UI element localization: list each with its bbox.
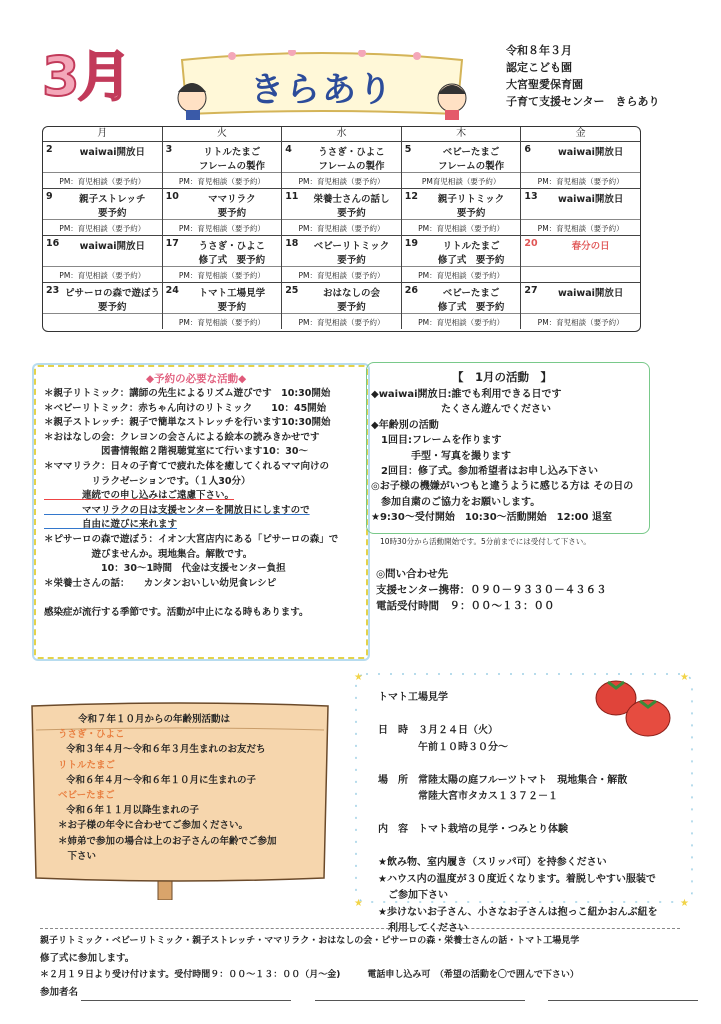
activity-line: ママリラクの日は支援センターを開放日にしますので xyxy=(44,504,310,516)
day-number: 2 xyxy=(46,144,53,155)
activities-list xyxy=(44,387,364,621)
tomato-line xyxy=(378,839,698,856)
event-title: waiwai開放日 xyxy=(557,194,624,205)
participant-row xyxy=(40,984,690,1001)
event-detail: 要予約 xyxy=(98,208,127,219)
weekday-label: 月 xyxy=(43,127,163,141)
calendar-week-row xyxy=(43,142,640,189)
event-detail: フレームの製作 xyxy=(438,161,505,172)
pm-consultation: PM育児相談（要予約） xyxy=(421,177,501,186)
tomato-line: ★ハウス内の温度が３０度近くなります。着脱しやすい服装で xyxy=(378,873,656,885)
day-number: 19 xyxy=(404,238,419,249)
calendar-day-cell xyxy=(521,283,640,329)
calendar-week-row xyxy=(43,283,640,329)
calendar-day-cell xyxy=(402,142,522,188)
event-title: waiwai開放日 xyxy=(557,147,624,158)
day-number: 20 xyxy=(524,238,538,249)
org-line: 子育て支援センター きらあり xyxy=(506,95,660,108)
january-note: 10時30分から活動開始です。5分前までには受付して下さい。 xyxy=(380,537,591,546)
pm-consultation: PM：育児相談（要予約） xyxy=(298,271,385,280)
tomato-line xyxy=(378,756,698,773)
pm-consultation: PM：育児相談（要予約） xyxy=(178,271,265,280)
participant-name-field[interactable] xyxy=(81,990,291,1001)
contact-info xyxy=(376,566,607,614)
day-number: 18 xyxy=(285,238,299,249)
activity-line: 連続での申し込みはご遠慮下さい。 xyxy=(44,490,235,502)
activity-line: 10：30～1時間 代金は支援センター負担 xyxy=(44,563,286,575)
calendar-day-cell xyxy=(43,189,163,235)
activity-line: ＊親子ストレッチ：親子で簡単なストレッチを行います10:30開始 xyxy=(44,417,331,429)
age-group-text xyxy=(58,712,328,864)
event-detail: 要予約 xyxy=(337,255,366,266)
calendar-day-cell xyxy=(43,142,163,188)
age-group-desc: 令和６年４月～令和６年１０月に生まれの子 xyxy=(66,774,257,786)
activity-line xyxy=(44,591,364,606)
age-group-note: 下さい xyxy=(58,850,97,862)
calendar-day-cell xyxy=(402,236,522,282)
event-detail: 要予約 xyxy=(337,302,366,313)
application-form xyxy=(40,928,690,1001)
january-line: 参加自粛のご協力をお願いします。 xyxy=(371,496,541,508)
day-number: 9 xyxy=(46,191,53,202)
tomato-title: トマト工場見学 xyxy=(378,692,448,703)
event-detail: フレームの製作 xyxy=(318,161,385,172)
pm-consultation: PM：育児相談（要予約） xyxy=(537,318,624,327)
pm-consultation: PM：育児相談（要予約） xyxy=(178,224,265,233)
participant-name-field[interactable] xyxy=(548,990,698,1001)
event-detail: 要予約 xyxy=(217,208,247,219)
tomato-details xyxy=(378,690,698,938)
calendar-day-cell xyxy=(163,283,283,329)
day-number: 11 xyxy=(285,191,299,202)
calendar-day-cell xyxy=(43,236,163,282)
day-number: 25 xyxy=(285,285,299,296)
age-group-signboard xyxy=(28,700,333,900)
day-number: 17 xyxy=(165,238,179,249)
pm-consultation: PM：育児相談（要予約） xyxy=(59,177,146,186)
calendar-day-cell xyxy=(282,236,402,282)
event-detail: 要予約 xyxy=(217,302,247,313)
day-number: 27 xyxy=(524,285,538,296)
activity-line: 図書情報館２階視聴覚室にて行います10：30～ xyxy=(44,446,308,458)
activity-line: ＊ピサーロの森で遊ぼう：イオン大宮店内にある「ピサーロの森」で xyxy=(44,533,339,545)
day-number: 16 xyxy=(46,238,60,249)
day-number: 24 xyxy=(165,285,179,296)
weekday-label: 火 xyxy=(163,127,283,141)
tomato-line: 午前１０時３０分～ xyxy=(378,741,508,753)
event-title: うさぎ・ひよこ xyxy=(198,241,266,252)
pm-consultation: PM：育児相談（要予約） xyxy=(298,224,385,233)
january-line: たくさん遊んでください xyxy=(371,404,551,416)
contact-hours: 電話受付時間 ９：００～１３：００ xyxy=(376,600,555,612)
calendar-day-cell xyxy=(163,236,283,282)
activity-calendar xyxy=(42,126,641,332)
event-title: 親子ストレッチ xyxy=(79,194,146,205)
age-group-name: リトルたまご xyxy=(58,759,116,771)
pm-consultation: PM：育児相談（要予約） xyxy=(59,224,146,233)
pm-consultation: PM：育児相談（要予約） xyxy=(418,271,505,280)
tomato-line: 利用してください xyxy=(378,923,468,934)
activities-title: ◆予約の必要な活動◆ xyxy=(146,373,247,385)
day-number: 26 xyxy=(404,285,419,296)
tomato-line: ★飲み物、室内履き（スリッパ可）を持参ください xyxy=(378,857,607,868)
calendar-day-cell xyxy=(521,142,640,188)
age-group-note: ＊姉弟で参加の場合は上のお子さんの年齢でご参加 xyxy=(58,835,277,847)
issue-date: 令和８年３月 xyxy=(506,44,572,57)
tomato-line: 日 時 ３月２４日（火） xyxy=(378,725,498,736)
weekday-label: 水 xyxy=(282,127,402,141)
activity-line: ＊栄養士さんの話： カンタンおいしい幼児食レシピ xyxy=(44,577,277,589)
contact-title: ◎問い合わせ先 xyxy=(376,568,449,580)
pm-consultation: PM：育児相談（要予約） xyxy=(178,318,265,327)
pm-consultation: PM：育児相談（要予約） xyxy=(298,177,385,186)
january-activities-box xyxy=(366,362,650,534)
activity-line: ＊ベビーリトミック：赤ちゃん向けのリトミック 10：45開始 xyxy=(44,402,327,414)
event-title: ベビーたまご xyxy=(442,147,500,158)
event-title: リトルたまご xyxy=(203,147,261,158)
event-detail: 要予約 xyxy=(337,208,366,219)
organization-info xyxy=(506,42,660,110)
activity-notice: 感染症が流行する季節です。活動が中止になる時もあります。 xyxy=(44,606,309,618)
event-title: waiwai開放日 xyxy=(557,288,624,299)
tomato-line: ご参加下さい xyxy=(378,890,448,901)
calendar-day-cell xyxy=(163,142,283,188)
pm-consultation: PM：育児相談（要予約） xyxy=(418,318,505,327)
form-activity-list[interactable]: 親子リトミック・ベビーリトミック・親子ストレッチ・ママリラク・おはなしの会・ピサーロの森・栄養士さんの話・トマト工場見学 xyxy=(40,936,580,946)
tomato-line: 常陸大宮市タカス１３７２－１ xyxy=(378,791,558,802)
svg-text:★: ★ xyxy=(680,898,689,908)
participant-name-field[interactable] xyxy=(315,990,525,1001)
calendar-day-cell xyxy=(282,283,402,329)
org-line: 認定こども園 xyxy=(506,61,572,74)
pm-consultation: PM：育児相談（要予約） xyxy=(537,224,624,233)
calendar-day-cell xyxy=(163,189,283,235)
tomato-line xyxy=(378,806,698,823)
event-title: 春分の日 xyxy=(571,241,610,252)
form-instructions: ＊２月１９日より受け付けます。受付時間９：００～１３：００（月～金) 電話申し込み可 （希望の活動を〇で囲んで下さい） xyxy=(40,970,579,980)
day-number: 3 xyxy=(165,144,173,155)
day-number: 13 xyxy=(524,191,538,202)
event-title: リトルたまご xyxy=(442,241,500,252)
newsletter-title: きらあり xyxy=(250,70,394,110)
event-detail: 修了式 要予約 xyxy=(198,255,266,266)
event-title: トマト工場見学 xyxy=(198,288,266,299)
day-number: 4 xyxy=(285,144,292,155)
age-group-desc: 令和３年４月～令和６年３月生まれのお友だち xyxy=(66,744,266,756)
svg-text:★: ★ xyxy=(354,672,363,683)
event-title: ピサーロの森で遊ぼう xyxy=(65,288,161,299)
pm-consultation: PM：育児相談（要予約） xyxy=(418,224,505,233)
activity-line: 自由に遊びに来れます xyxy=(44,519,178,531)
calendar-day-cell xyxy=(43,283,163,329)
calendar-week-row xyxy=(43,189,640,236)
day-number: 10 xyxy=(165,191,179,202)
event-title: waiwai開放日 xyxy=(79,241,145,252)
pm-consultation: PM：育児相談（要予約） xyxy=(537,177,624,186)
calendar-weekday-header xyxy=(43,127,640,142)
day-number: 23 xyxy=(46,285,60,296)
calendar-day-cell xyxy=(282,142,402,188)
svg-text:★: ★ xyxy=(680,672,689,683)
event-title: waiwai開放日 xyxy=(79,147,145,158)
pm-consultation: PM：育児相談（要予約） xyxy=(298,318,385,327)
tomato-line: 内 容 トマト栽培の見学・つみとり体験 xyxy=(378,824,568,835)
age-group-desc: 令和６年１１月以降生まれの子 xyxy=(66,805,200,817)
calendar-day-cell xyxy=(521,236,640,282)
weekday-label: 木 xyxy=(402,127,522,141)
january-line: ◆年齢別の活動 xyxy=(371,419,439,431)
activity-line: 遊びませんか。現地集合。解散です。 xyxy=(44,548,253,560)
contact-phone: 支援センター携帯：０９０－９３３０－４３６３ xyxy=(376,584,607,596)
event-title: おはなしの会 xyxy=(322,288,380,299)
age-group-name: うさぎ・ひよこ xyxy=(58,729,125,741)
january-line: 1回目:フレームを作ります xyxy=(371,435,502,447)
activity-line: ＊おはなしの会：クレヨンの会さんによる絵本の読みきかせです xyxy=(44,431,320,443)
event-detail: 要予約 xyxy=(98,302,127,313)
day-number: 6 xyxy=(524,144,531,155)
january-title: 【 1月の活動 】 xyxy=(452,370,553,384)
month-title: 3月 xyxy=(42,45,130,108)
activity-line: ＊ママリラク：日々の子育てで疲れた体を癒してくれるママ向けの xyxy=(44,460,330,472)
january-line: 手型・写真を撮ります xyxy=(371,450,511,462)
january-line: ★9:30～受付開始 10:30～活動開始 12:00 退室 xyxy=(371,512,612,524)
january-list xyxy=(371,387,647,526)
calendar-day-cell xyxy=(402,189,522,235)
january-line: ◆waiwai開放日:誰でも利用できる日です xyxy=(371,389,562,400)
day-number: 5 xyxy=(404,144,412,155)
event-title: ベビーリトミック xyxy=(313,241,390,252)
january-line: 2回目：修了式。参加希望者はお申し込み下さい xyxy=(371,466,598,478)
tomato-line: 場 所 常陸太陽の庭フルーツトマト 現地集合・解散 xyxy=(378,774,628,786)
pm-consultation: PM：育児相談（要予約） xyxy=(178,177,265,186)
tomato-factory-box xyxy=(350,668,698,934)
tomato-line: ★歩けないお子さん、小さなお子さんは抱っこ紐かおんぶ紐を xyxy=(378,906,658,918)
age-group-title: 令和７年１０月からの年齢別活動は xyxy=(78,714,231,725)
pm-consultation: PM：育児相談（要予約） xyxy=(59,271,146,280)
org-line: 大宮聖愛保育園 xyxy=(506,78,583,91)
event-title: 栄養士さんの話し xyxy=(313,194,390,205)
age-group-note: ＊お子様の年令に合わせてご参加ください。 xyxy=(58,820,249,832)
event-detail: 修了式 要予約 xyxy=(437,302,505,313)
participant-label: 参加者名 xyxy=(40,987,79,998)
event-detail: 要予約 xyxy=(456,208,486,219)
event-detail: フレームの製作 xyxy=(198,161,265,172)
event-detail: 修了式 要予約 xyxy=(437,255,505,266)
calendar-day-cell xyxy=(521,189,640,235)
calendar-day-cell xyxy=(282,189,402,235)
calendar-week-row xyxy=(43,236,640,283)
weekday-label: 金 xyxy=(575,128,586,139)
event-title: ママリラク xyxy=(208,194,256,205)
event-title: ベビーたまご xyxy=(442,288,500,299)
age-group-name: ベビーたまご xyxy=(58,790,115,802)
event-title: 親子リトミック xyxy=(437,194,505,205)
svg-text:★: ★ xyxy=(354,898,363,908)
reservation-activities-box xyxy=(34,365,368,659)
form-line: 修了式に参加します。 xyxy=(40,953,135,964)
activity-line: ＊親子リトミック：講師の先生によるリズム遊びです 10:30開始 xyxy=(44,388,331,399)
january-line: ◎お子様の機嫌がいつもと違うように感じる方は その日の xyxy=(371,481,634,493)
calendar-day-cell xyxy=(402,283,522,329)
event-title: うさぎ・ひよこ xyxy=(318,147,385,158)
activity-line: リラクゼーションです。（１人30分） xyxy=(44,475,251,487)
day-number: 12 xyxy=(404,191,419,202)
